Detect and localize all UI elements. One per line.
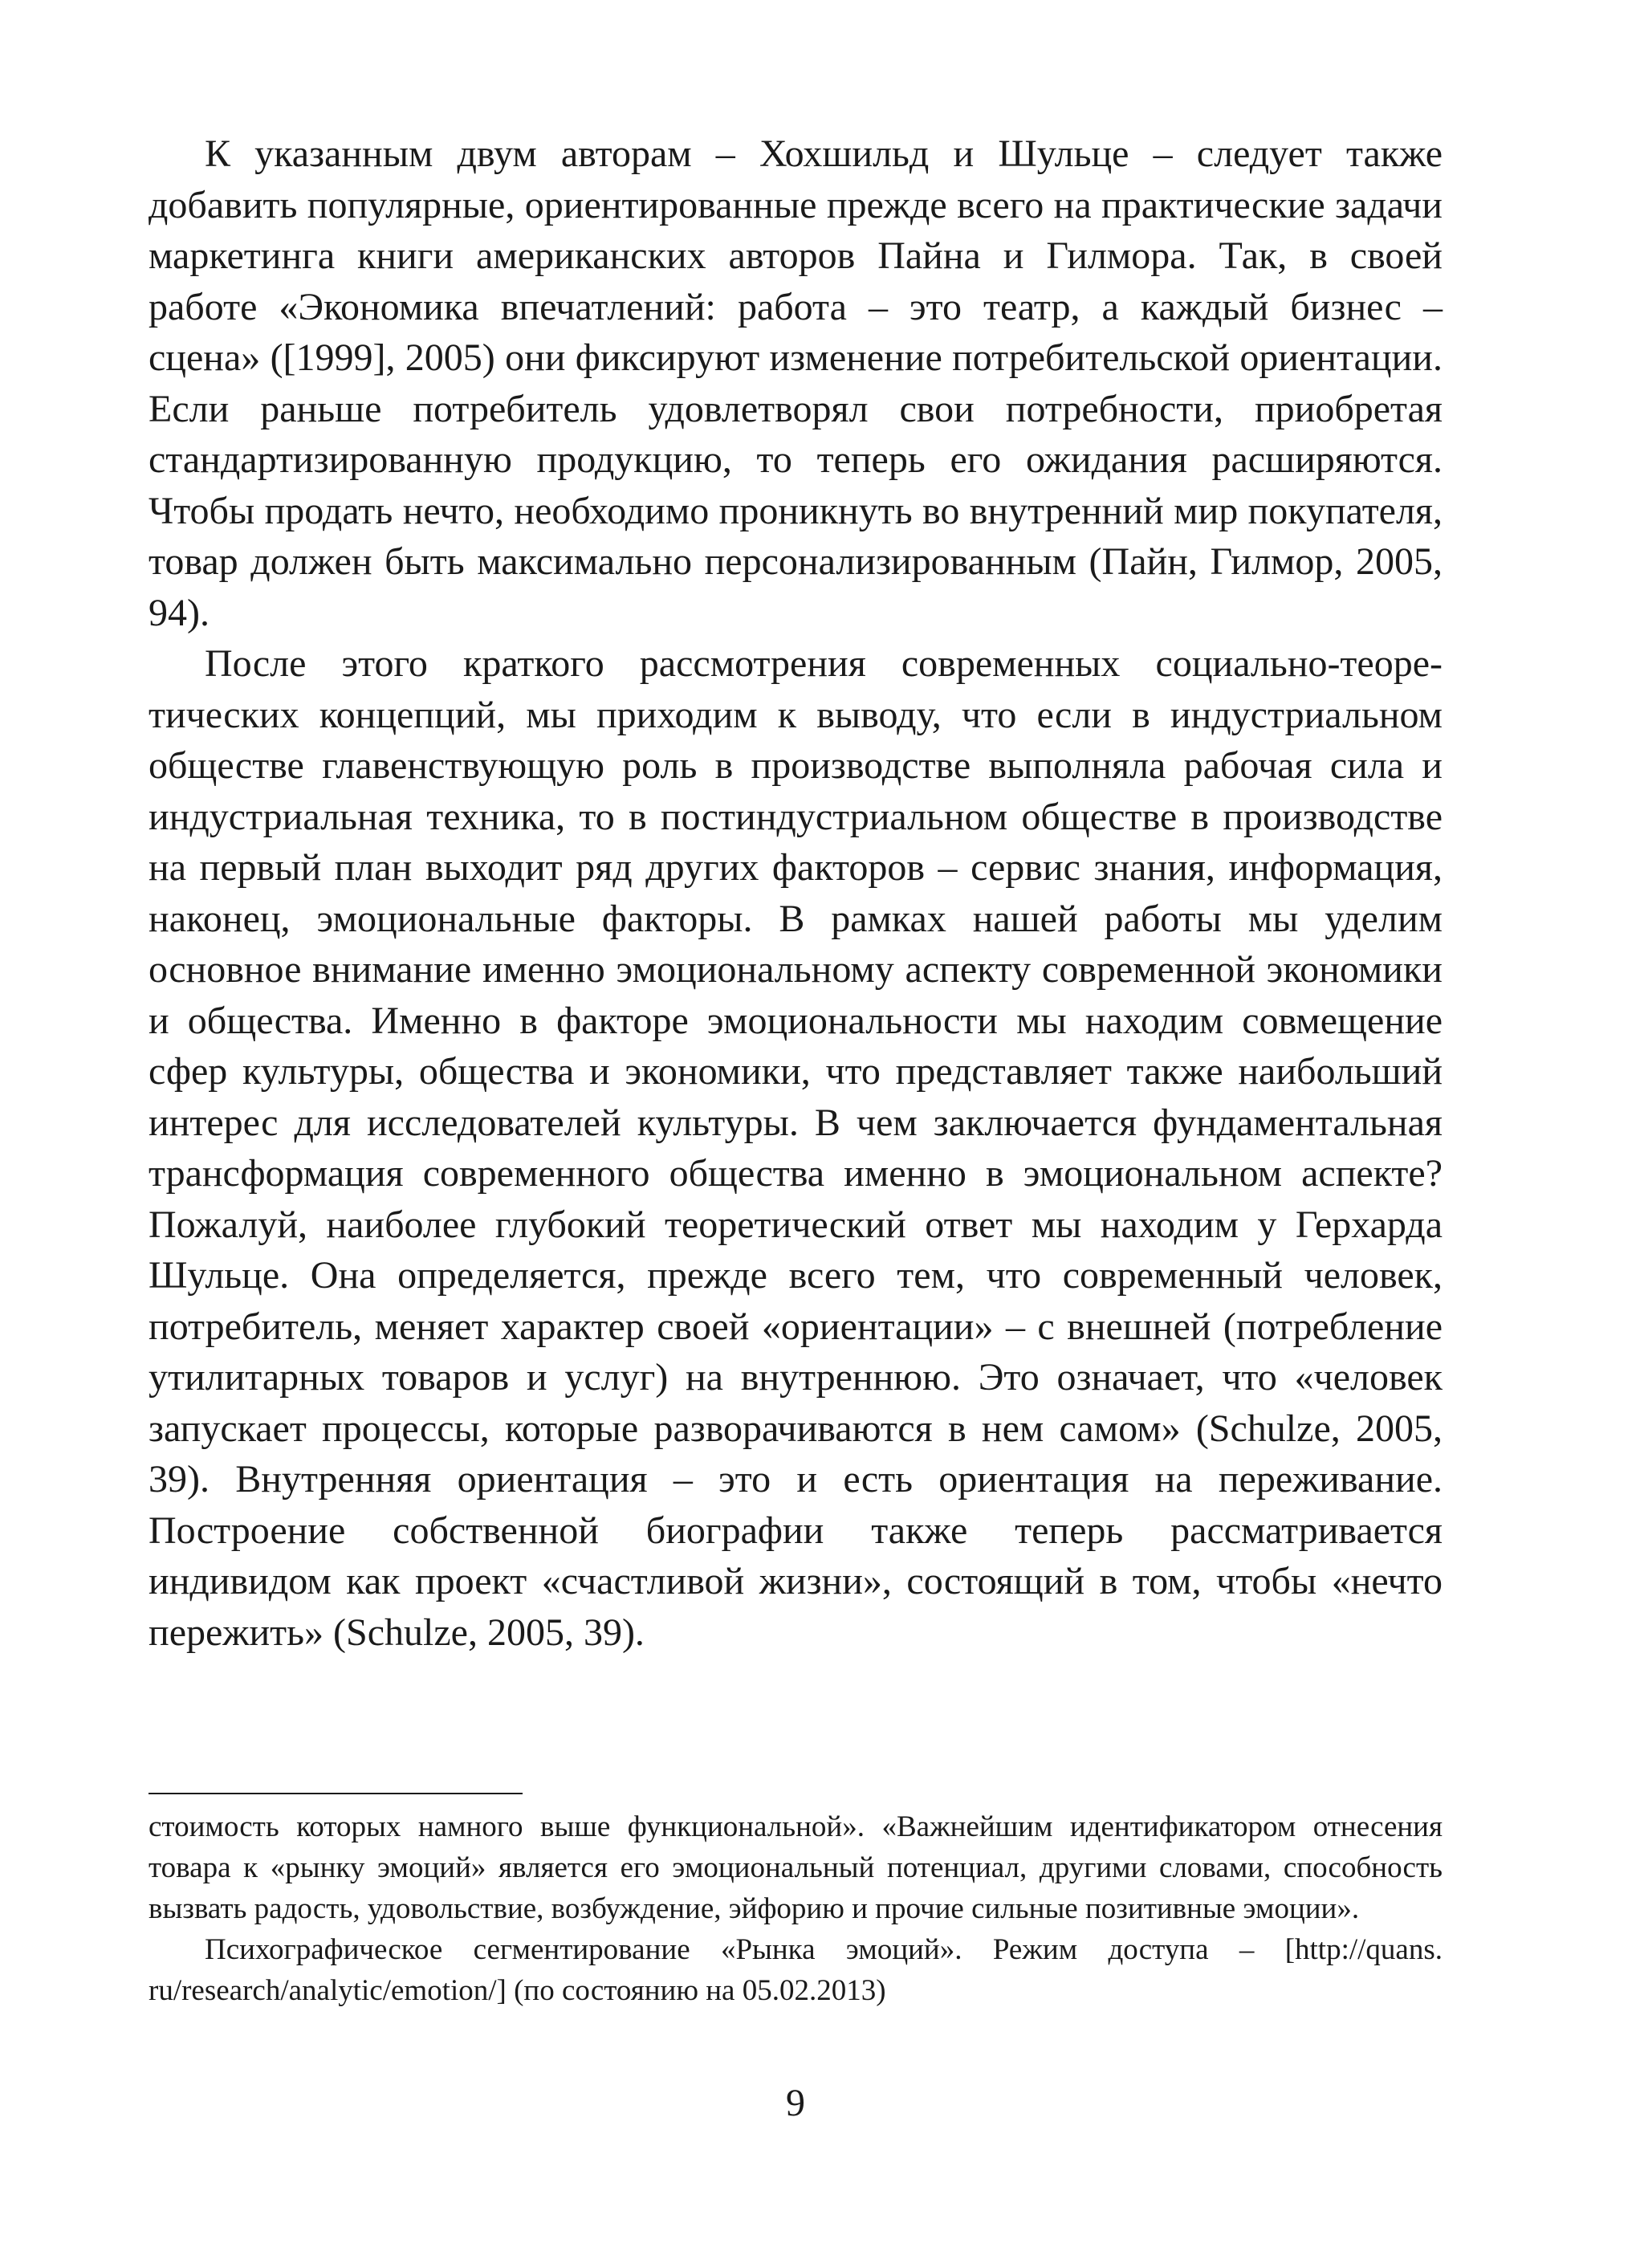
footnote-continuation: стоимость которых намного выше функциональной». «Важнейшим идентификатором отнесения товара к «рынку эмоций» является его эмоциональный потенциал, другими словами, способность вызвать радость, удовольствие, возбуждение, эйфорию и прочие сильные позитивные эмоции». <box>149 1810 1443 1925</box>
footnote-divider <box>149 1793 523 1794</box>
body-paragraph-2: После этого краткого рассмотрения современных социально-теоретических концепций, мы приходим к выводу, что если в индустриальном обществе главенствующую роль в производстве выполняла рабочая сила и индустриальная техника, то в постиндустриальном обществе в производстве на первый план выходит ряд других факторов – сервис знания, информация, наконец, эмоциональные факторы. В рамках нашей работы мы уделим основное внимание именно эмоциональному аспекту современной экономики и общества. Именно в факторе эмоциональности мы находим совмещение сфер культуры, общества и экономики, что представляет также наибольший интерес для исследователей культуры. В чем заключается фундаментальная трансформация современного общества именно в эмоциональном аспекте? Пожалуй, наиболее глубокий теоретический ответ мы находим у Герхарда Шульце. Она определяется, прежде всего тем, что современный человек, потребитель, меняет характер своей «ориентации» – с внешней (потребление утилитарных товаров и услуг) на внутреннюю. Это означает, что «человек запускает процессы, которые разворачиваются в нем самом» (Schulze, 2005, 39). Внутренняя ориентация – это и есть ориентация на переживание. Построение собственной биографии также теперь рассматривается индивидом как проект «счастливой жизни», состоящий в том, чтобы «нечто пережить» (Schulze, 2005, 39). <box>149 642 1443 1654</box>
footnotes <box>149 1806 1443 2011</box>
footnote-source: Психографическое сегментирование «Рынка эмоций». Режим доступа – [http://quans.​ru/research/analytic/emotion/] (по состоянию на 05.02.2013) <box>149 1933 1443 2007</box>
body-paragraph-1: К указанным двум авторам – Хохшильд и Шульце – следует также добавить популярные, ориентированные прежде всего на практические задачи маркетинга книги американских авторов Пайна и Гилмора. Так, в своей работе «Экономика впечатлений: работа – это театр, а каждый бизнес – сцена» ([1999], 2005) они фиксируют изменение потребительской ориентации. Если раньше потребитель удовлетворял свои потребности, приобретая стандартизированную продукцию, то теперь его ожидания расширяются. Чтобы продать нечто, необходимо проникнуть во внутренний мир покупателя, товар должен быть максимально персонализированным (Пайн, Гилмор, 2005, 94). <box>149 132 1443 634</box>
main-text <box>149 128 1443 1658</box>
page-number: 9 <box>786 2082 805 2124</box>
